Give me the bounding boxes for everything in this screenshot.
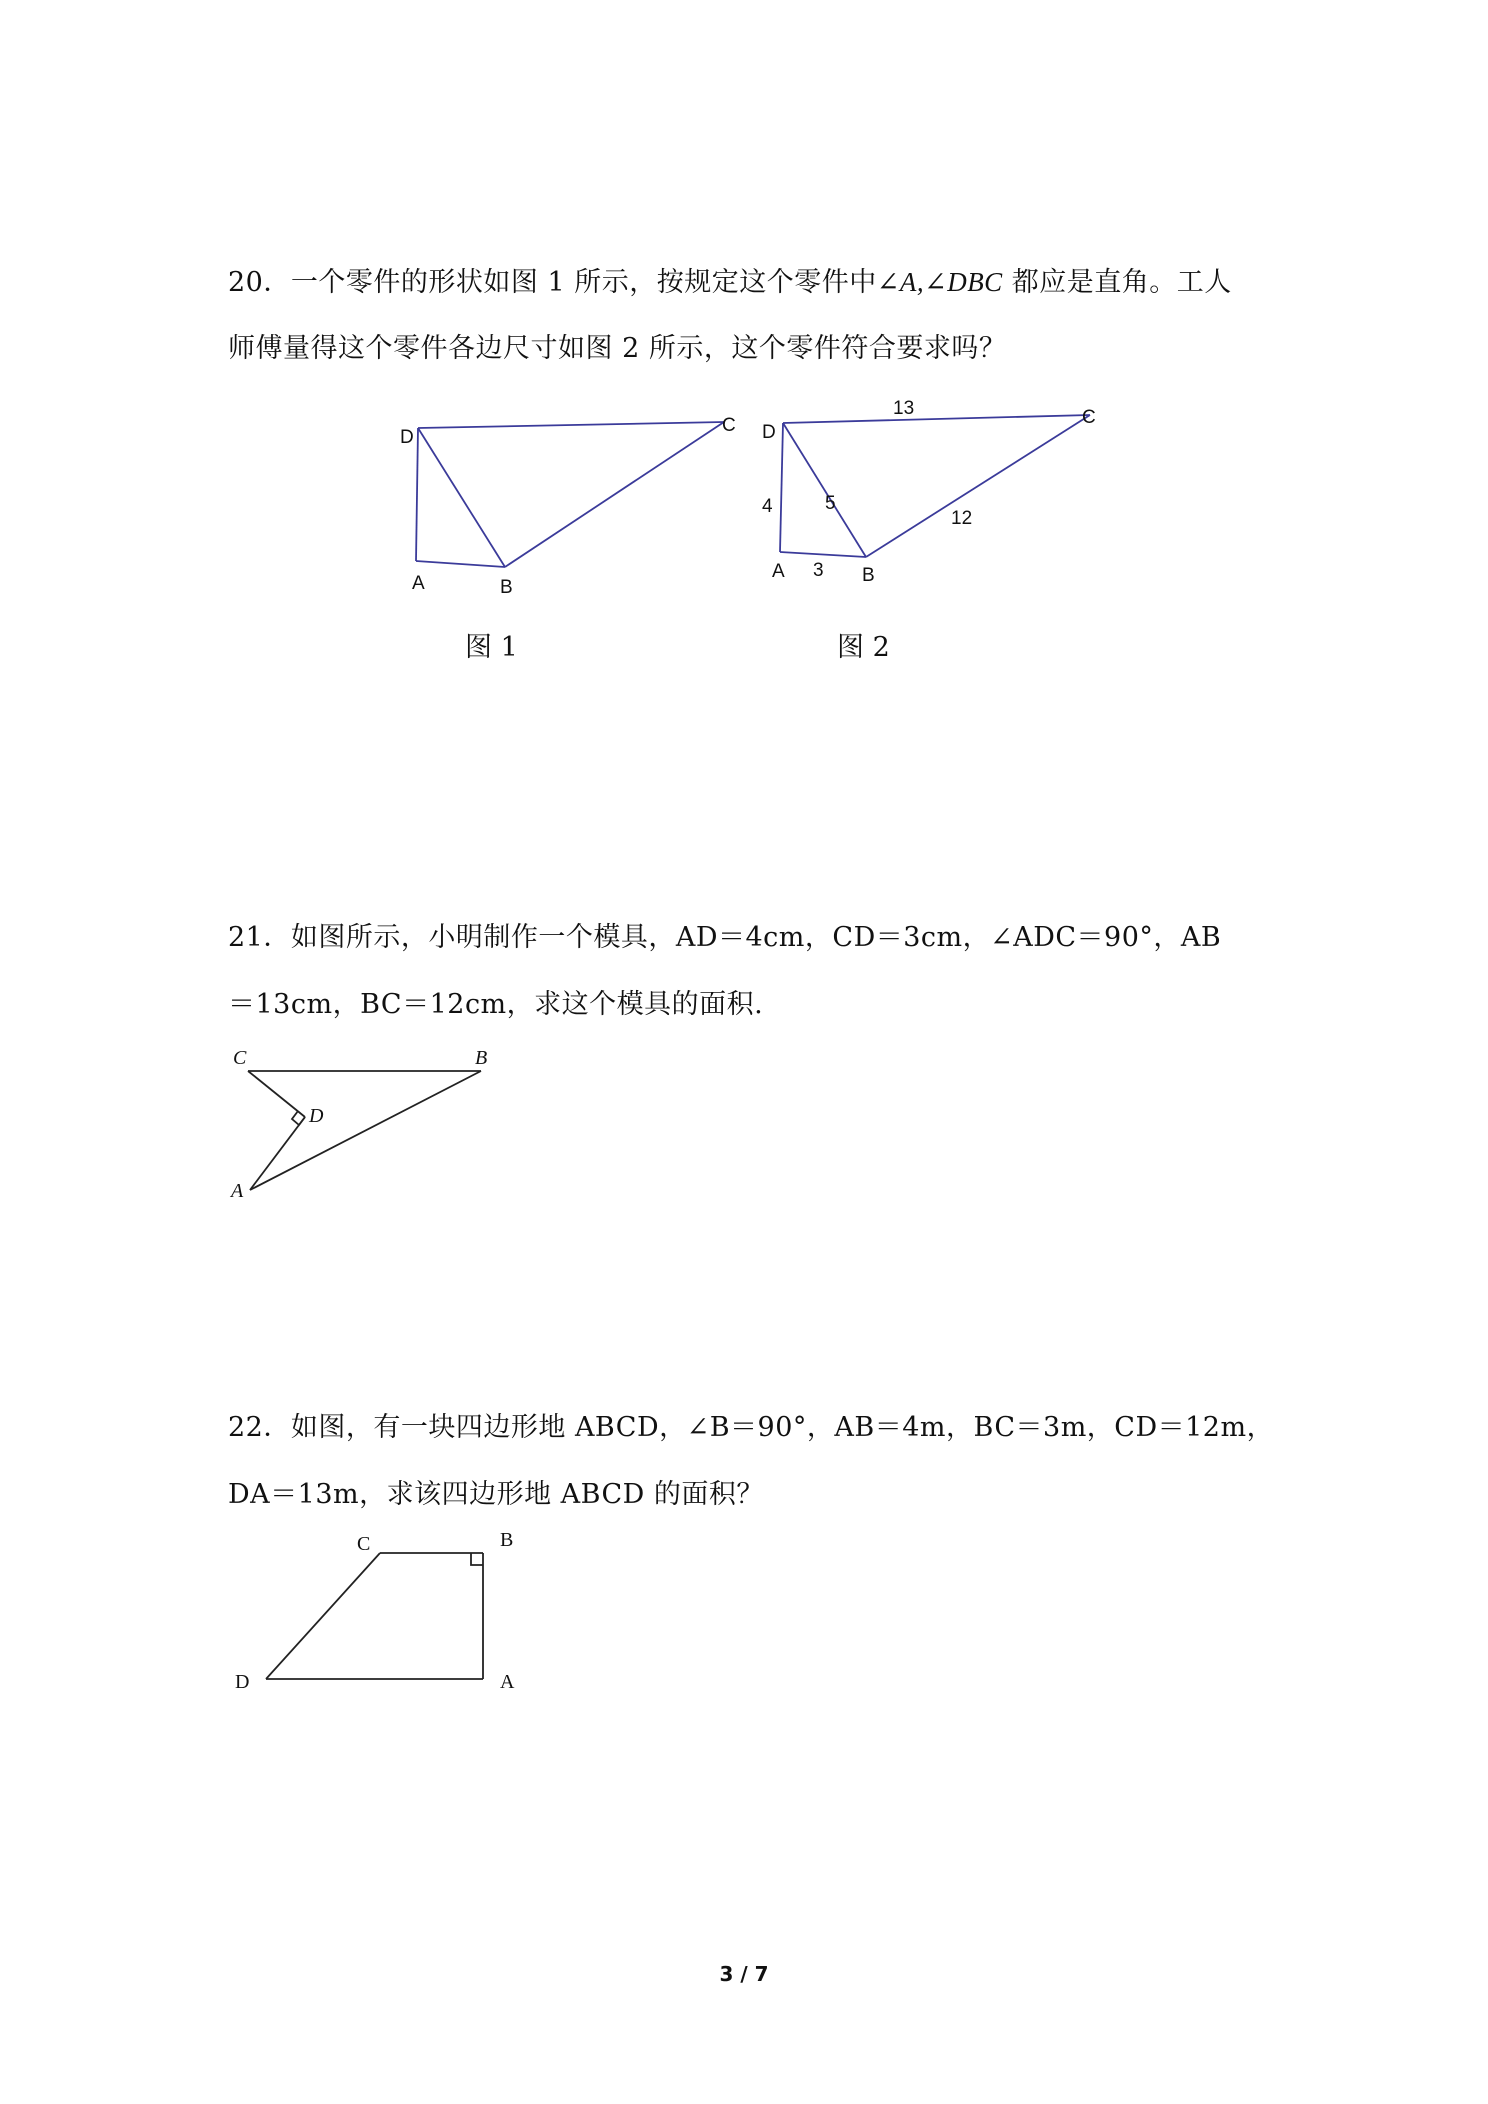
- fig1-edge-DA: [416, 428, 418, 561]
- fig2-length-AB: 3: [813, 560, 824, 581]
- fig1-edge-DC: [418, 422, 724, 428]
- fig2-length-DC: 13: [893, 398, 915, 419]
- q22-figure: [225, 1520, 545, 1700]
- fig2-length-AD: 4: [762, 496, 773, 517]
- fig1-label-C: C: [722, 415, 736, 436]
- q22-label-C: C: [357, 1533, 371, 1555]
- q21-edge-CD: [248, 1071, 305, 1117]
- q20-line-2: 师傅量得这个零件各边尺寸如图 2 所示，这个零件符合要求吗？: [228, 333, 1007, 364]
- q22-right-angle-mark: [471, 1553, 483, 1565]
- page-number: 3 / 7: [719, 1962, 769, 1986]
- fig2-label-C: C: [1082, 407, 1096, 428]
- q20-line-1: [228, 262, 1232, 303]
- q21-edge-DA: [250, 1117, 305, 1190]
- q20-figure-1-caption: 图 1: [465, 632, 518, 663]
- fig2-label-D: D: [762, 422, 776, 443]
- q21-label-B: B: [475, 1047, 488, 1069]
- q21-line-1: 21．如图所示，小明制作一个模具，AD＝4cm，CD＝3cm，∠ADC＝90°，AB: [228, 922, 1222, 953]
- fig1-label-D: D: [400, 427, 414, 448]
- fig1-edge-DB: [418, 428, 505, 567]
- q22-label-D: D: [235, 1671, 250, 1693]
- q20-figure-2-caption: 图 2: [837, 632, 890, 663]
- q22-line-2: DA＝13m，求该四边形地 ABCD 的面积？: [228, 1479, 764, 1510]
- q22-label-A: A: [500, 1671, 515, 1693]
- fig1-label-B: B: [500, 577, 513, 598]
- q21-edge-AB: [250, 1071, 481, 1190]
- q21-figure: [225, 1040, 515, 1200]
- q21-label-A: A: [231, 1180, 244, 1202]
- fig2-label-A: A: [772, 561, 785, 582]
- fig1-edge-AB: [416, 561, 505, 567]
- fig1-label-A: A: [412, 573, 425, 594]
- fig2-edge-DA: [780, 423, 783, 552]
- q20-angle-expression: ∠A,∠DBC: [876, 267, 1003, 297]
- q21-line-2: ＝13cm，BC＝12cm，求这个模具的面积.: [228, 989, 764, 1020]
- fig2-label-B: B: [862, 565, 875, 586]
- q21-label-D: D: [309, 1105, 324, 1127]
- fig2-edge-DB: [783, 423, 866, 557]
- fig1-edge-BC: [505, 422, 724, 567]
- q20-figure-2: [750, 395, 1120, 595]
- q21-right-angle-mark: [292, 1111, 305, 1125]
- q21-label-C: C: [233, 1047, 247, 1069]
- q20-line-1-end: 都应是直角。工人: [1002, 267, 1232, 298]
- q22-line-1: 22．如图，有一块四边形地 ABCD，∠B＝90°，AB＝4m，BC＝3m，CD＝12m，: [228, 1412, 1275, 1443]
- fig2-edge-DC: [783, 415, 1090, 423]
- fig2-edge-AB: [780, 552, 866, 557]
- fig2-length-BC: 12: [951, 508, 973, 529]
- fig2-edge-BC: [866, 415, 1090, 557]
- q20-figure-1: [380, 405, 750, 598]
- q20-line-1-text: 20．一个零件的形状如图 1 所示，按规定这个零件中: [228, 267, 877, 298]
- fig2-length-DB: 5: [825, 493, 836, 514]
- q22-edge-DC: [266, 1553, 380, 1679]
- q22-label-B: B: [500, 1529, 514, 1551]
